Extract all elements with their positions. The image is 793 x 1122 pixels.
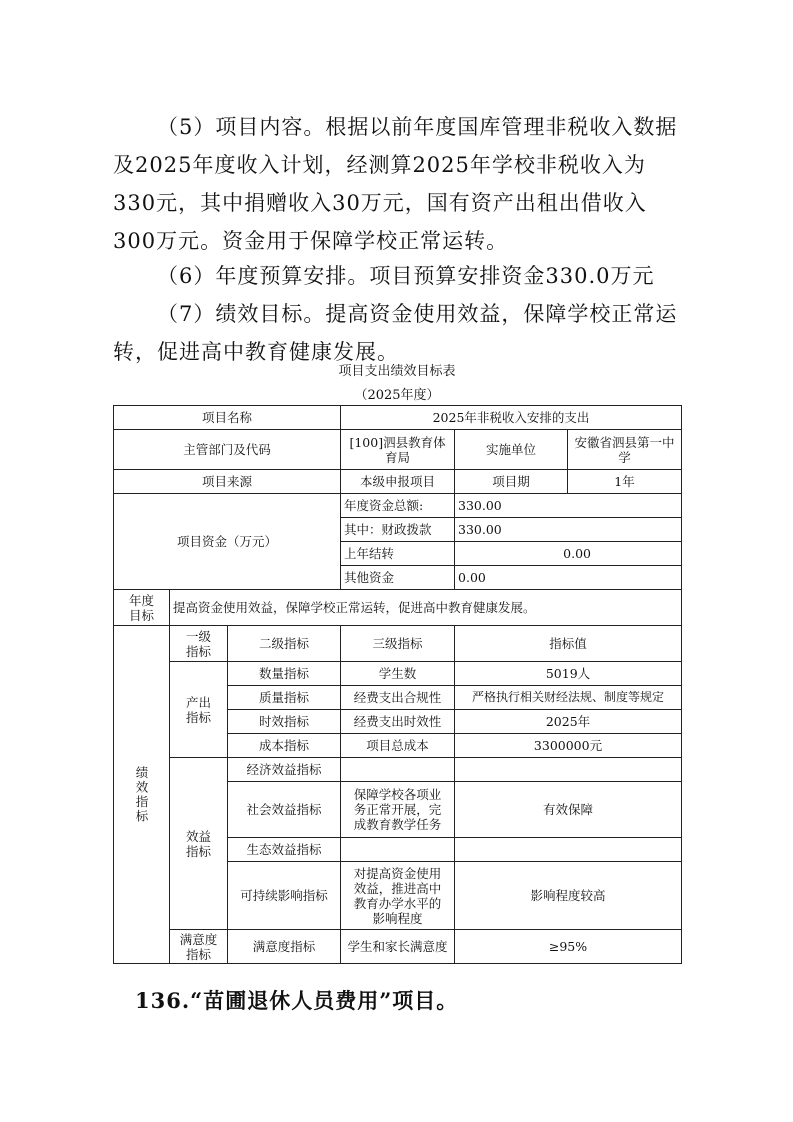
benefit-l3: 保障学校各项业务正常开展，完成教育教学任务: [341, 782, 455, 838]
table-row: [114, 406, 682, 430]
satisfaction-value: ≥95%: [455, 930, 682, 964]
benefit-value: [455, 758, 682, 782]
output-value: 5019人: [455, 662, 682, 686]
source-label: 项目来源: [114, 470, 341, 494]
output-l2: 质量指标: [228, 686, 341, 710]
goal-value: 提高资金使用效益，保障学校正常运转，促进高中教育健康发展。: [170, 590, 682, 626]
output-value: 3300000元: [455, 734, 682, 758]
benefit-value: [455, 838, 682, 862]
satisfaction-l2: 满意度指标: [228, 930, 341, 964]
benefit-l3: [341, 838, 455, 862]
satisfaction-label: 满意度指标: [170, 930, 228, 964]
funds-other-label: 其他资金: [341, 566, 455, 590]
perf-label-text: 绩效指标: [134, 765, 149, 824]
project-name-value: 2025年非税收入安排的支出: [341, 406, 682, 430]
benefit-label: 效益指标: [170, 758, 228, 930]
benefit-value: 有效保障: [455, 782, 682, 838]
output-value: 严格执行相关财经法规、制度等规定: [455, 686, 682, 710]
period-label: 项目期: [455, 470, 568, 494]
table-row: [114, 430, 682, 470]
table-row: [114, 470, 682, 494]
output-l2: 数量指标: [228, 662, 341, 686]
output-value: 2025年: [455, 710, 682, 734]
source-value: 本级申报项目: [341, 470, 455, 494]
paragraph-performance-goal: （7）绩效目标。提高资金使用效益，保障学校正常运转，促进高中教育健康发展。: [113, 302, 678, 364]
paragraph-budget: （6）年度预算安排。项目预算安排资金330.0万元: [157, 264, 655, 288]
dept-value: [100]泗县教育体育局: [341, 430, 455, 470]
output-l3: 学生数: [341, 662, 455, 686]
project-name-label: 项目名称: [114, 406, 341, 430]
output-label: 产出指标: [170, 662, 228, 758]
funds-label: 项目资金（万元）: [114, 494, 341, 590]
benefit-l2: 可持续影响指标: [228, 862, 341, 930]
funds-fiscal-value: 330.00: [455, 518, 682, 542]
goal-label: 年度目标: [114, 590, 170, 626]
funds-fiscal-label: 其中：财政拨款: [341, 518, 455, 542]
table-row: [114, 662, 682, 686]
satisfaction-l3: 学生和家长满意度: [341, 930, 455, 964]
funds-total-value: 330.00: [455, 494, 682, 518]
funds-other-value: 0.00: [455, 566, 682, 590]
table-title: 项目支出绩效目标表: [338, 364, 456, 379]
table-row: [114, 758, 682, 782]
benefit-l2: 生态效益指标: [228, 838, 341, 862]
unit-label: 实施单位: [455, 430, 568, 470]
paragraph-project-content: （5）项目内容。根据以前年度国库管理非税收入数据及2025年度收入计划，经测算2025年学校非税收入为330元，其中捐赠收入30万元，国有资产出租出借收入300万元。资金用于保障学校正常运转。: [113, 115, 678, 253]
table-row: [114, 930, 682, 964]
header-level1: 一级指标: [170, 626, 228, 662]
output-l2: 时效指标: [228, 710, 341, 734]
performance-table: [113, 405, 682, 964]
perf-label: [114, 626, 170, 964]
table-row: [114, 626, 682, 662]
funds-carryover-label: 上年结转: [341, 542, 455, 566]
benefit-l3: [341, 758, 455, 782]
section-heading: 136.“苗圃退休人员费用”项目。: [135, 988, 459, 1013]
header-value: 指标值: [455, 626, 682, 662]
output-l3: 经费支出时效性: [341, 710, 455, 734]
header-level2: 二级指标: [228, 626, 341, 662]
output-l3: 经费支出合规性: [341, 686, 455, 710]
output-l3: 项目总成本: [341, 734, 455, 758]
funds-carryover-value: 0.00: [455, 542, 682, 566]
dept-label: 主管部门及代码: [114, 430, 341, 470]
benefit-value: 影响程度较高: [455, 862, 682, 930]
funds-total-label: 年度资金总额:: [341, 494, 455, 518]
table-row: [114, 494, 682, 518]
benefit-l2: 社会效益指标: [228, 782, 341, 838]
benefit-l3: 对提高资金使用效益，推进高中教育办学水平的影响程度: [341, 862, 455, 930]
period-value: 1年: [568, 470, 682, 494]
unit-value: 安徽省泗县第一中学: [568, 430, 682, 470]
table-year: （2025年度）: [354, 388, 440, 403]
benefit-l2: 经济效益指标: [228, 758, 341, 782]
output-l2: 成本指标: [228, 734, 341, 758]
header-level3: 三级指标: [341, 626, 455, 662]
table-row: [114, 590, 682, 626]
